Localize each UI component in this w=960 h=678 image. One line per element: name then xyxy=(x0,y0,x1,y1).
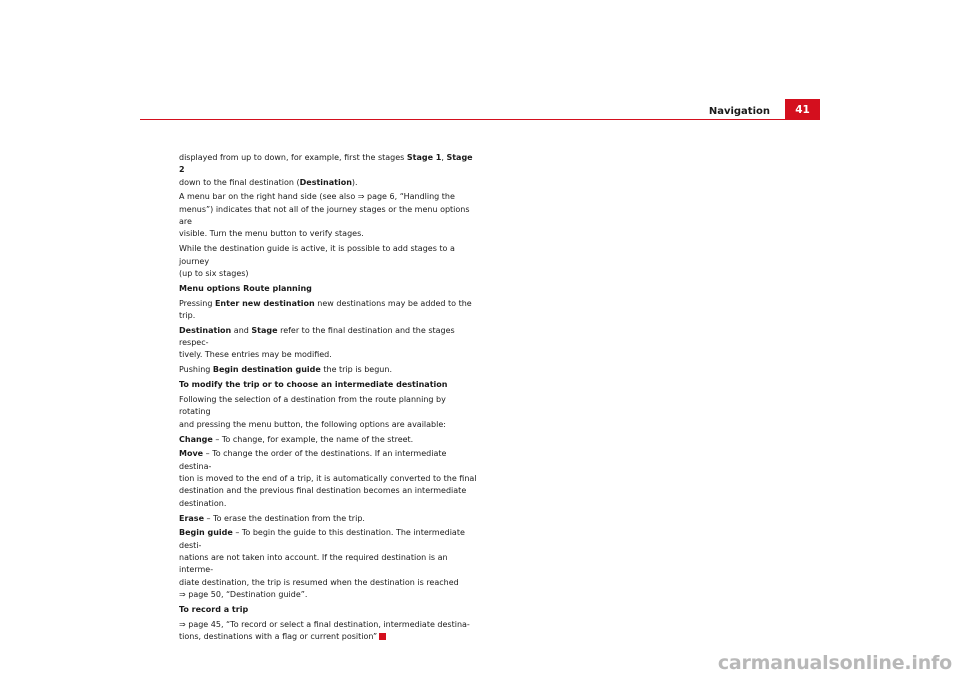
paragraph-record-reference xyxy=(179,619,479,644)
term-destination: Destination xyxy=(299,177,352,187)
page-number-badge: 41 xyxy=(785,99,820,120)
paragraph-begin-destination-guide xyxy=(179,364,479,376)
text: and xyxy=(231,325,252,335)
heading-record-trip: To record a trip xyxy=(179,604,249,614)
term-stage-2: Stage 2 xyxy=(179,153,473,175)
paragraph-add-stages xyxy=(179,243,479,280)
heading-modify-trip: To modify the trip or to choose an intermediate destination xyxy=(179,380,448,390)
text: destination and the previous final destination becomes an intermediate xyxy=(179,486,467,496)
section-end-marker-icon xyxy=(379,633,386,640)
paragraph-following-selection xyxy=(179,394,479,431)
paragraph-change xyxy=(179,434,479,446)
text: ). xyxy=(351,177,358,187)
term-move: Move xyxy=(179,449,204,459)
paragraph-enter-new-destination xyxy=(179,298,479,323)
term-enter-new-destination: Enter new destination xyxy=(214,298,315,308)
text: displayed from up to down, for example, first the stages xyxy=(179,153,407,162)
text: nations are not taken into account. If the required destination is an interme- xyxy=(179,553,448,575)
text: tively. These entries may be modified. xyxy=(179,350,332,360)
text: – To change the order of the destinations. If an intermediate destina- xyxy=(179,449,447,471)
text: – To erase the destination from the trip. xyxy=(204,513,365,523)
text: diate destination, the trip is resumed when the destination is reached xyxy=(179,577,459,587)
text: down to the final destination ( xyxy=(179,177,300,187)
text: (up to six stages) xyxy=(179,268,249,278)
text: tion is moved to the end of a trip, it is automatically converted to the final xyxy=(179,474,477,484)
paragraph-destination-stage xyxy=(179,325,479,362)
text: tions, destinations with a flag or current position” xyxy=(179,632,378,641)
paragraph-move xyxy=(179,448,479,509)
text: – To begin the guide to this destination. The intermediate desti- xyxy=(179,528,465,550)
text: destination. xyxy=(179,498,227,508)
text: visible. Turn the menu button to verify stages. xyxy=(179,229,364,239)
term-change: Change xyxy=(179,434,213,444)
paragraph-erase xyxy=(179,513,479,525)
text: While the destination guide is active, it is possible to add stages to a journey xyxy=(179,244,455,266)
text: Pushing xyxy=(179,365,213,375)
page-body xyxy=(179,152,479,646)
term-erase: Erase xyxy=(179,513,204,523)
heading-menu-options: Menu options Route planning xyxy=(179,283,312,293)
term-begin-guide: Begin guide xyxy=(179,528,233,538)
page-header-title: Navigation xyxy=(708,106,770,117)
paragraph-begin-guide xyxy=(179,527,479,601)
term-stage-1: Stage 1 xyxy=(406,153,442,162)
text: – To change, for example, the name of the street. xyxy=(212,434,414,444)
text: , xyxy=(441,153,447,162)
term-begin-destination-guide: Begin destination guide xyxy=(212,365,321,375)
header-divider xyxy=(140,119,820,120)
watermark: carmanualsonline.info xyxy=(717,652,952,674)
term-stage: Stage xyxy=(251,325,278,335)
text: A menu bar on the right hand side (see also ⇒ page 6, “Handling the xyxy=(179,192,455,202)
paragraph-menu-bar xyxy=(179,191,479,240)
text: menus”) indicates that not all of the journey stages or the menu options are xyxy=(179,204,470,227)
text: Following the selection of a destination from the route planning by rotating xyxy=(179,395,446,417)
text: and pressing the menu button, the following options are available: xyxy=(179,419,446,429)
text: new destinations may be added to the trip. xyxy=(179,298,472,320)
term-destination: Destination xyxy=(179,325,232,335)
paragraph-stages xyxy=(179,152,479,189)
text: refer to the final destination and the stages respec- xyxy=(179,325,455,348)
cross-reference-link[interactable]: ⇒ page 50, “Destination guide”. xyxy=(179,589,308,599)
text: the trip is begun. xyxy=(320,365,392,375)
text: Pressing xyxy=(179,298,215,308)
cross-reference-link[interactable]: ⇒ page 45, “To record or select a final destination, intermediate destina- xyxy=(179,619,470,629)
